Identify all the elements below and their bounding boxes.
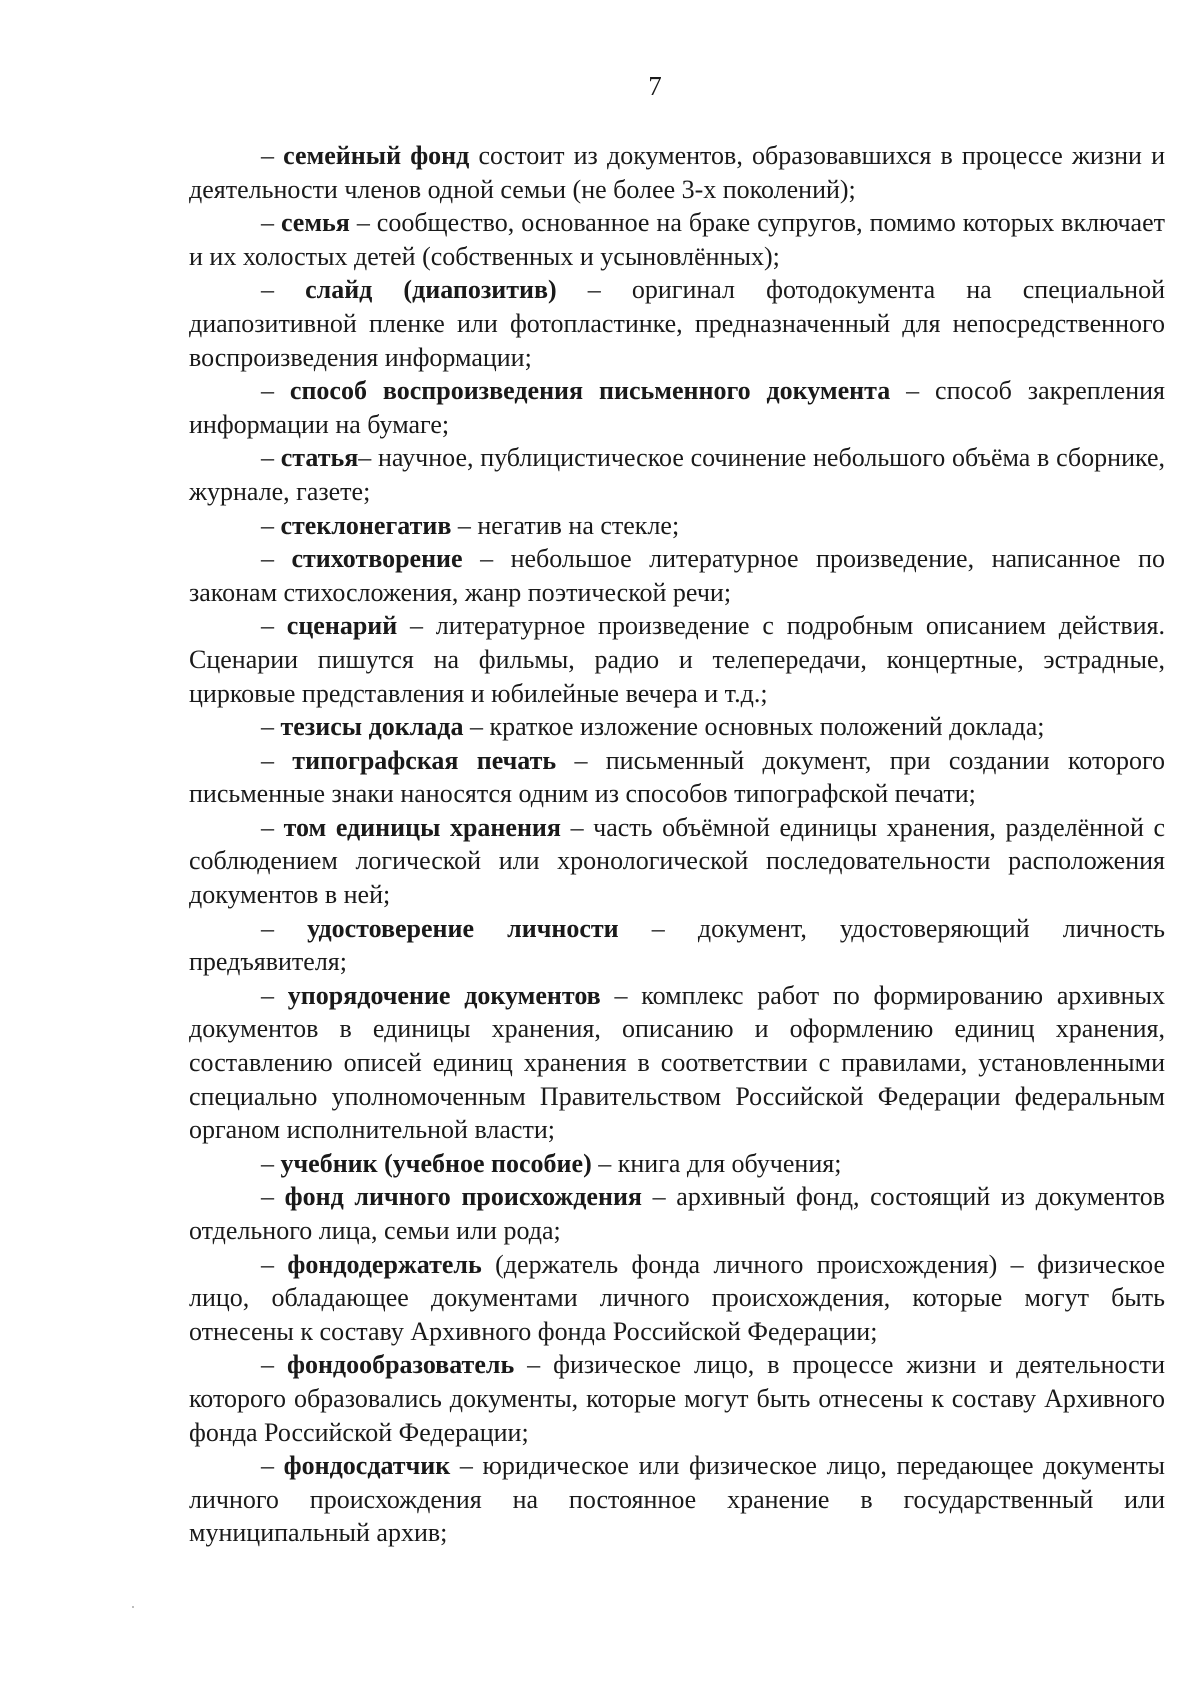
entry-definition: – научное, публицистическое сочинение небольшого объёма в сборнике, журнале, газете; [189, 443, 1166, 506]
entry-dash: – [261, 712, 281, 742]
page-number: 7 [648, 71, 662, 101]
entry-dash: – [261, 1451, 284, 1481]
glossary-entry-steklonegativ [189, 509, 1165, 543]
entry-dash: – [261, 275, 306, 305]
entry-definition: – небольшое литературное произведение, написанное по законам стихосложения, жанр поэтической речи; [189, 544, 1165, 607]
entry-term: удостоверение личности [307, 913, 619, 943]
entry-definition: состоит из документов, образовавшихся в процессе жизни и деятельности членов одной семьи (не более 3-х поколений); [189, 141, 1166, 204]
entry-term: фондодержатель [287, 1249, 482, 1279]
entry-definition: – литературное произведение с подробным описанием действия. Сценарии пишутся на фильмы, радио и телепередачи, концертные, эстрадные, цирковые представления и юбилейные вечера и т.д.; [189, 611, 1165, 708]
entry-dash: – [261, 913, 308, 943]
entry-dash: – [261, 745, 293, 775]
entry-dash: – [261, 208, 281, 238]
entry-dash: – [261, 544, 292, 574]
entry-definition: – физическое лицо, в процессе жизни и деятельности которого образовались документы, которые могут быть отнесены к составу Архивного фонда Российской Федерации; [189, 1350, 1165, 1447]
glossary-entry-semya [189, 206, 1165, 273]
entry-term: тезисы доклада [280, 712, 464, 742]
glossary-entry-fondosdatchik [189, 1449, 1165, 1550]
entry-definition: – краткое изложение основных положений доклада; [463, 712, 1045, 742]
entry-dash: – [261, 980, 288, 1010]
glossary-entry-statya [189, 441, 1165, 508]
entry-dash: – [261, 510, 281, 540]
entry-definition: – комплекс работ по формированию архивных документов в единицы хранения, описанию и оформлению единиц хранения, составлению описей единиц хранения в соответствии с правилами, установленными специально уполномоченным Правительством Российской Федерации федеральным органом исполнительной власти; [189, 980, 1165, 1145]
entry-definition: – документ, удостоверяющий личность предъявителя; [189, 913, 1166, 977]
entry-term: том единицы хранения [283, 812, 561, 842]
entry-definition: – юридическое или физическое лицо, передающее документы личного происхождения на постоянное хранение в государственный или муниципальный архив; [189, 1451, 1166, 1548]
entry-term: фондообразователь [286, 1350, 515, 1380]
entry-term: статья [280, 443, 359, 473]
glossary-list [189, 139, 1165, 1550]
glossary-entry-fond-lichnogo-proiskhozhdeniya [189, 1180, 1165, 1247]
entry-dash: – [261, 1148, 281, 1178]
entry-term: слайд (диапозитив) [305, 275, 557, 305]
glossary-entry-sposob-vosproizvedeniya [189, 374, 1165, 441]
glossary-entry-slayd [189, 273, 1165, 374]
entry-term: фонд личного происхождения [284, 1182, 642, 1212]
entry-dash: – [261, 443, 281, 473]
glossary-entry-fondoobrazovatel [189, 1348, 1165, 1449]
glossary-entry-stsenariy [189, 609, 1165, 710]
entry-term: способ воспроизведения письменного документа [289, 376, 891, 406]
entry-definition: – способ закрепления информации на бумаге; [189, 376, 1166, 439]
glossary-entry-udostoverenie-lichnosti [189, 912, 1165, 979]
entry-dash: – [261, 1249, 288, 1279]
entry-term: упорядочение документов [287, 980, 601, 1010]
entry-term: семейный фонд [283, 141, 470, 170]
entry-dash: – [261, 812, 284, 842]
entry-term: учебник (учебное пособие) [280, 1148, 592, 1178]
entry-dash: – [261, 376, 290, 406]
glossary-entry-tom-edinitsy-khraneniya [189, 811, 1165, 912]
entry-term: фондосдатчик [283, 1451, 451, 1481]
glossary-entry-uchebnik [189, 1147, 1165, 1181]
entry-term: типографская печать [292, 745, 557, 775]
entry-definition: – сообщество, основанное на браке супругов, помимо которых включает и их холостых детей (собственных и усыновлённых); [189, 208, 1166, 271]
scan-artifact [132, 1606, 134, 1608]
entry-term: семья [280, 208, 350, 238]
glossary-entry-tezisy-doklada [189, 710, 1165, 744]
entry-term: сценарий [286, 611, 398, 641]
entry-definition: – письменный документ, при создании которого письменные знаки наносятся одним из способов типографской печати; [189, 745, 1165, 809]
glossary-entry-tipografskaya-pechat [189, 744, 1165, 811]
entry-term: стеклонегатив [280, 510, 452, 540]
glossary-entry-fondoderzhatel [189, 1248, 1165, 1349]
entry-definition: – книга для обучения; [591, 1148, 842, 1178]
glossary-entry-semeyny-fond [189, 139, 1165, 206]
entry-definition: – часть объёмной единицы хранения, разделённой с соблюдением логической или хронологической последовательности расположения документов в ней; [189, 812, 1166, 910]
entry-definition: – оригинал фотодокумента на специальной диапозитивной пленке или фотопластинке, предназначенный для непосредственного воспроизведения информации; [189, 275, 1166, 372]
entry-definition: – негатив на стекле; [451, 510, 680, 540]
entry-definition: (держатель фонда личного происхождения) – физическое лицо, обладающее документами личного происхождения, которые могут быть отнесены к составу Архивного фонда Российской Федерации; [189, 1249, 1165, 1346]
entry-term: стихотворение [291, 544, 463, 574]
entry-dash: – [261, 1350, 287, 1380]
entry-definition: – архивный фонд, состоящий из документов отдельного лица, семьи или рода; [189, 1182, 1165, 1245]
entry-dash: – [261, 1182, 285, 1212]
glossary-entry-stikhotvorenie [189, 542, 1165, 609]
entry-dash: – [261, 141, 284, 170]
glossary-entry-uporyadochenie-dokumentov [189, 979, 1165, 1147]
entry-dash: – [261, 611, 287, 641]
